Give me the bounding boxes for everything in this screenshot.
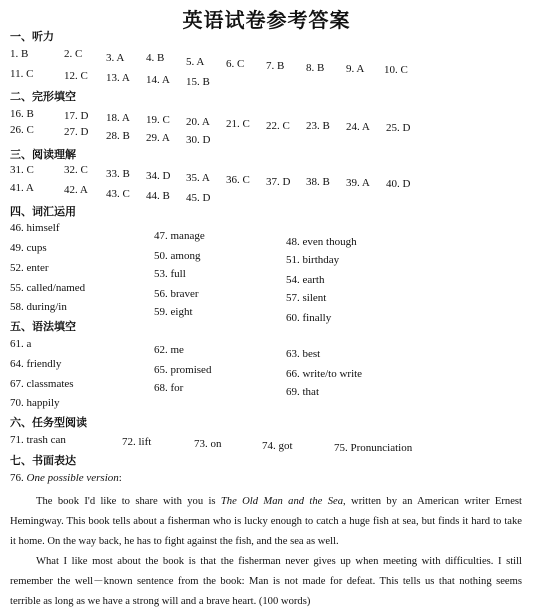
essay-text: The book I'd like to share with you is xyxy=(36,496,221,507)
answer-item: 24. A xyxy=(346,121,370,133)
answer-item: 70. happily xyxy=(10,397,60,409)
answer-item: 14. A xyxy=(146,74,170,86)
answer-item: 47. manage xyxy=(154,230,205,242)
answer-item: 57. silent xyxy=(286,292,327,304)
answer-item: 32. C xyxy=(64,164,88,176)
answer-item: 43. C xyxy=(106,188,130,200)
answer-item: 42. A xyxy=(64,184,88,196)
answer-item: 30. D xyxy=(186,134,211,146)
answer-item: 20. A xyxy=(186,116,210,128)
answer-item: 19. C xyxy=(146,114,170,126)
section-header-vocab: 四、词汇运用 xyxy=(10,205,76,218)
section-header-listening: 一、听力 xyxy=(10,30,54,43)
essay-paragraph xyxy=(10,492,522,552)
answer-item: 64. friendly xyxy=(10,358,62,370)
answer-item: 2. C xyxy=(64,48,83,60)
answer-item: 62. me xyxy=(154,344,184,356)
essay xyxy=(10,492,522,612)
answer-item: 7. B xyxy=(266,60,285,72)
answer-item: 26. C xyxy=(10,124,34,136)
answer-item: 15. B xyxy=(186,76,210,88)
answer-item: 52. enter xyxy=(10,262,49,274)
answer-item: 33. B xyxy=(106,168,130,180)
answer-item: 28. B xyxy=(106,130,130,142)
question-number: 76. xyxy=(10,472,24,484)
answer-item: 1. B xyxy=(10,48,29,60)
answer-item: 40. D xyxy=(386,178,411,190)
answer-item: 6. C xyxy=(226,58,245,70)
answer-item: 4. B xyxy=(146,52,165,64)
answer-item: 21. C xyxy=(226,118,250,130)
answer-item: 16. B xyxy=(10,108,34,120)
possible-version-line xyxy=(10,472,122,484)
answer-item: 68. for xyxy=(154,382,184,394)
answer-item: 59. eight xyxy=(154,306,193,318)
answer-item: 53. full xyxy=(154,268,186,280)
possible-version-label: One possible version xyxy=(26,472,119,484)
section-header-task: 六、任务型阅读 xyxy=(10,416,87,429)
answer-item: 10. C xyxy=(384,64,408,76)
answer-item: 8. B xyxy=(306,62,325,74)
answer-item: 36. C xyxy=(226,174,250,186)
answer-item: 41. A xyxy=(10,182,34,194)
answer-item: 66. write/to write xyxy=(286,368,363,380)
answer-item: 25. D xyxy=(386,122,411,134)
answer-item: 72. lift xyxy=(122,436,152,448)
answer-item: 35. A xyxy=(186,172,210,184)
answer-item: 69. that xyxy=(286,386,319,398)
essay-paragraph: What I like most about the book is that the fisherman never gives up when meeting with difficulties. I still remember the well－known sentence from the book: Man is not made for defeat. This tells us that nothing seems terrible as long as we have a strong will and a brave heart. (100 words) xyxy=(10,556,522,607)
answer-item: 9. A xyxy=(346,63,365,75)
answer-item: 74. got xyxy=(262,440,293,452)
essay-text: , written by an American writer Ernest Hemingway. This book tells about a fisherman who is lucky enough to catch a huge fish at sea, but finds it hard to take it home. On the way back, he has to fight against the fish, and the sea as well. xyxy=(10,496,522,547)
book-title: The Old Man and the Sea xyxy=(220,496,344,507)
answer-item: 12. C xyxy=(64,70,88,82)
answer-item: 45. D xyxy=(186,192,211,204)
answer-item: 50. among xyxy=(154,250,201,262)
answer-item: 11. C xyxy=(10,68,34,80)
answer-item: 23. B xyxy=(306,120,330,132)
answer-item: 37. D xyxy=(266,176,291,188)
answer-item: 31. C xyxy=(10,164,34,176)
answer-item: 73. on xyxy=(194,438,222,450)
section-header-writing: 七、书面表达 xyxy=(10,454,76,467)
answer-item: 51. birthday xyxy=(286,254,340,266)
answer-item: 56. braver xyxy=(154,288,199,300)
answer-item: 54. earth xyxy=(286,274,325,286)
page-title: 英语试卷参考答案 xyxy=(182,8,351,32)
answer-item: 44. B xyxy=(146,190,170,202)
answer-item: 34. D xyxy=(146,170,171,182)
answer-item: 13. A xyxy=(106,72,130,84)
answer-item: 67. classmates xyxy=(10,378,74,390)
answer-item: 65. promised xyxy=(154,364,212,376)
answer-item: 75. Pronunciation xyxy=(334,442,413,454)
answer-item: 38. B xyxy=(306,176,330,188)
answer-item: 27. D xyxy=(64,126,89,138)
section-header-reading: 三、阅读理解 xyxy=(10,148,76,161)
answer-item: 5. A xyxy=(186,56,205,68)
answer-item: 58. during/in xyxy=(10,301,67,313)
answer-item: 39. A xyxy=(346,177,370,189)
answer-item: 29. A xyxy=(146,132,170,144)
answer-item: 22. C xyxy=(266,120,290,132)
answer-item: 71. trash can xyxy=(10,434,66,446)
section-header-grammar: 五、语法填空 xyxy=(10,320,76,333)
answer-item: 3. A xyxy=(106,52,125,64)
answer-item: 60. finally xyxy=(286,312,332,324)
answer-item: 18. A xyxy=(106,112,130,124)
answer-item: 46. himself xyxy=(10,222,60,234)
answer-item: 49. cups xyxy=(10,242,47,254)
section-header-cloze: 二、完形填空 xyxy=(10,90,76,103)
possible-version-colon: : xyxy=(118,472,122,484)
answer-item: 48. even though xyxy=(286,236,357,248)
answer-item: 55. called/named xyxy=(10,282,86,294)
answer-item: 61. a xyxy=(10,338,32,350)
answer-item: 63. best xyxy=(286,348,321,360)
answer-item: 17. D xyxy=(64,110,89,122)
